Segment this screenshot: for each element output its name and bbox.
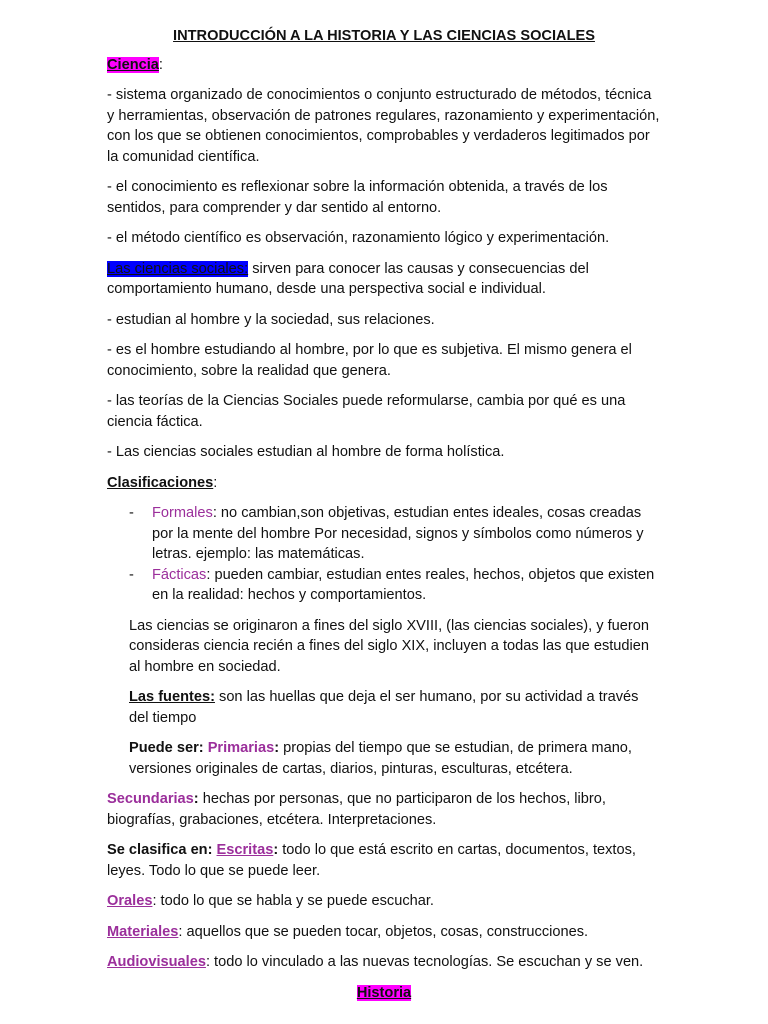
- facticas-text: : pueden cambiar, estudian entes reales, hechos, objetos que existen en la realidad: hechos y comportamientos.: [152, 566, 655, 603]
- secundarias-colon: :: [193, 791, 199, 807]
- ciencia-heading: [107, 55, 661, 76]
- se-clasifica-paragraph: [107, 840, 661, 881]
- ciencias-sociales-text: sirven para conocer las causas y consecuencias del comportamiento humano, desde una perspectiva social e individual.: [107, 260, 589, 297]
- ciencias-sociales-point-3: - las teorías de la Ciencias Sociales puede reformularse, cambia por qué es una ciencia fáctica.: [107, 393, 626, 430]
- clasificaciones-heading: [107, 473, 661, 494]
- clasificaciones-label: Clasificaciones: [107, 474, 214, 491]
- fuentes-label: Las fuentes:: [129, 689, 215, 705]
- materiales-text: : aquellos que se pueden tocar, objetos, cosas, construcciones.: [178, 923, 589, 940]
- historia-heading: [107, 983, 661, 1004]
- escritas-term: Escritas: [216, 842, 274, 858]
- materiales-paragraph: [107, 922, 661, 943]
- ciencia-point-2: - el conocimiento es reflexionar sobre la información obtenida, a través de los sentidos, para comprender y dar sentido al entorno.: [107, 179, 608, 216]
- puede-ser-label: Puede ser:: [129, 740, 208, 756]
- ciencias-sociales-point-2: - es el hombre estudiando al hombre, por lo que es subjetiva. El mismo genera el conocimiento, sobre la realidad que genera.: [107, 342, 632, 379]
- fuentes-text: son las huellas que deja el ser humano, por su actividad a través del tiempo: [129, 689, 639, 726]
- list-item-facticas: [152, 565, 661, 606]
- historia-label: Historia: [356, 984, 412, 1001]
- ciencia-point-1: - sistema organizado de conocimientos o conjunto estructurado de métodos, técnica y herramientas, observación de patrones regulares, razonamiento y experimentación, con los que se obtienen conocimientos, comprobables y verdaderos legitimados por la comunidad científica.: [107, 87, 660, 165]
- ciencias-sociales-point-1: - estudian al hombre y la sociedad, sus relaciones.: [107, 311, 435, 328]
- escritas-colon: :: [273, 842, 279, 858]
- formales-term: Formales: [152, 505, 213, 521]
- puede-ser-paragraph: [107, 738, 661, 779]
- materiales-term: Materiales: [107, 923, 179, 940]
- clasificaciones-colon: :: [213, 474, 218, 491]
- facticas-term: Fácticas: [152, 566, 207, 583]
- escritas-text: todo lo que está escrito en cartas, documentos, textos, leyes. Todo lo que se puede leer.: [107, 842, 636, 879]
- ciencias-sociales-definition: [107, 259, 661, 300]
- audiovisuales-term: Audiovisuales: [107, 954, 206, 970]
- secundarias-term: Secundarias: [107, 791, 194, 807]
- audiovisuales-paragraph: [107, 952, 661, 973]
- fuentes-paragraph: [107, 687, 661, 728]
- orales-paragraph: [107, 891, 661, 912]
- ciencia-label: Ciencia: [107, 56, 159, 73]
- page-title: INTRODUCCIÓN A LA HISTORIA Y LAS CIENCIAS SOCIALES: [173, 28, 595, 44]
- ciencia-colon: :: [158, 56, 163, 73]
- ciencia-point-3: - el método científico es observación, razonamiento lógico y experimentación.: [107, 230, 610, 246]
- list-item-formales: [152, 503, 661, 565]
- audiovisuales-text: : todo lo vinculado a las nuevas tecnologías. Se escuchan y se ven.: [205, 954, 644, 970]
- secundarias-text: hechas por personas, que no participaron de los hechos, libro, biografías, grabaciones, etcétera. Interpretaciones.: [107, 791, 606, 828]
- primarias-text: propias del tiempo que se estudian, de primera mano, versiones originales de cartas, diarios, pinturas, esculturas, etcétera.: [129, 740, 632, 777]
- orales-term: Orales: [107, 893, 153, 909]
- ciencias-sociales-label: Las ciencias sociales:: [107, 260, 249, 277]
- ciencias-sociales-point-4: - Las ciencias sociales estudian al hombre de forma holística.: [107, 444, 505, 460]
- clasificaciones-list: [107, 503, 661, 606]
- primarias-term: Primarias: [207, 740, 275, 756]
- orales-text: : todo lo que se habla y se puede escuchar.: [152, 893, 434, 909]
- formales-text: : no cambian,son objetivas, estudian entes ideales, cosas creadas por la mente del hombre Por necesidad, signos y símbolos como números y letras. ejemplo: las matemáticas.: [152, 505, 644, 562]
- se-clasifica-label: Se clasifica en:: [107, 842, 217, 858]
- primarias-colon: :: [274, 740, 280, 756]
- origen-paragraph: Las ciencias se originaron a fines del siglo XVIII, (las ciencias sociales), y fueron consideras ciencia recién a fines del siglo XIX, incluyen a todas las que estudien al hombre en sociedad.: [129, 617, 650, 675]
- secundarias-paragraph: [107, 789, 661, 830]
